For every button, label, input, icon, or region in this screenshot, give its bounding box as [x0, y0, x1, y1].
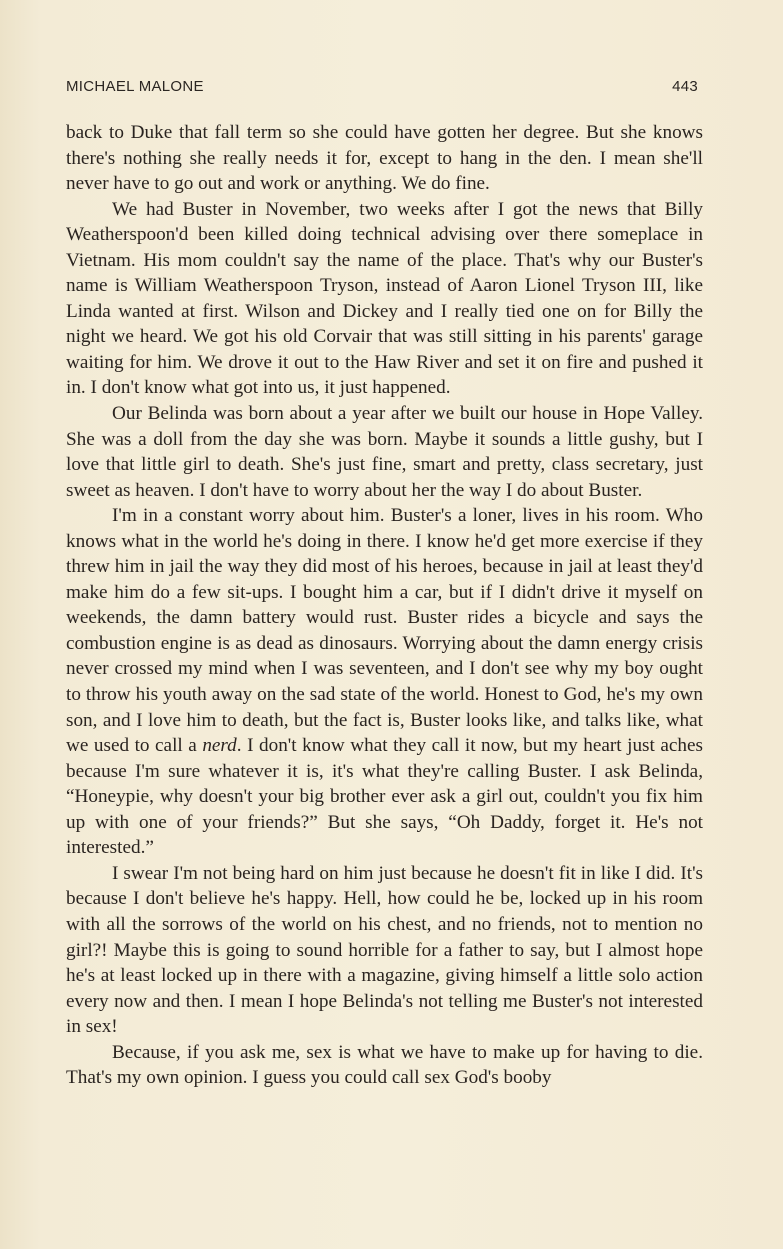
paragraph-not-hard: I swear I'm not being hard on him just because he doesn't fit in like I did. It's because I don't believe he's happy. Hell, how could he be, locked up in his room with all the sorrows of the world on his chest, and no friends, not to mention no girl?! Maybe this is going to sound horrible for a father to say, but I almost hope he's at least locked up in there with a magazine, giving himself a little solo action every now and then. I mean I hope Belinda's not telling me Buster's not interested in sex!	[66, 862, 703, 1038]
paragraph-belinda: Our Belinda was born about a year after we built our house in Hope Valley. She was a doll from the day she was born. Maybe it sounds a little gushy, but I love that little girl to death. She's just fine, smart and pretty, class secretary, just sweet as heaven. I don't have to worry about her the way I do about Buster.	[66, 403, 703, 501]
paragraph-worry	[66, 503, 703, 861]
emphasized-word: nerd	[202, 735, 237, 757]
paragraph-because: Because, if you ask me, sex is what we have to make up for having to die. That's my own opinion. I guess you could call sex God's booby	[66, 1041, 703, 1089]
paragraph-continuation: back to Duke that fall term so she could have gotten her degree. But she knows there's nothing she really needs it for, except to hang in the den. I mean she'll never have to go out and work or anything. We do fine.	[66, 122, 703, 195]
paragraph-buster-birth: We had Buster in November, two weeks after I got the news that Billy Weatherspoon'd been killed doing technical advising over there someplace in Vietnam. His mom couldn't say the name of the place. That's why our Buster's name is William Weatherspoon Tryson, instead of Aaron Lionel Tryson III, like Linda wanted at first. Wilson and Dickey and I really tied one on for Billy the night we heard. We got his old Corvair that was still sitting in his parents' garage waiting for him. We drove it out to the Haw River and set it on fire and pushed it in. I don't know what got into us, it just happened.	[66, 198, 703, 399]
running-head-author: MICHAEL MALONE	[66, 78, 204, 95]
paragraph-worry-part-1: I'm in a constant worry about him. Buster's a loner, lives in his room. Who knows what in the world he's doing in there. I know he'd get more exercise if they threw him in jail the way they did most of his heroes, because in jail at least they'd make him do a few sit-ups. I bought him a car, but if I didn't drive it myself on weekends, the damn battery would rust. Buster rides a bicycle and says the combustion engine is as dead as dinosaurs. Worrying about the damn energy crisis never crossed my mind when I was seventeen, and I don't see why my boy ought to throw his youth away on the sad state of the world. Honest to God, he's my own son, and I love him to death, but the fact is, Buster looks like, and talks like, what we used to call a	[66, 505, 703, 757]
running-header	[66, 78, 698, 102]
body-text	[66, 120, 703, 1091]
page-number: 443	[672, 78, 698, 95]
paragraph-worry-part-2: . I don't know what they call it now, but my heart just aches because I'm sure whatever it is, it's what they're calling Buster. I ask Belinda, “Honeypie, why doesn't your big brother ever ask a girl out, couldn't you fix him up with one of your friends?” But she says, “Oh Daddy, forget it. He's not interested.”	[66, 735, 703, 859]
